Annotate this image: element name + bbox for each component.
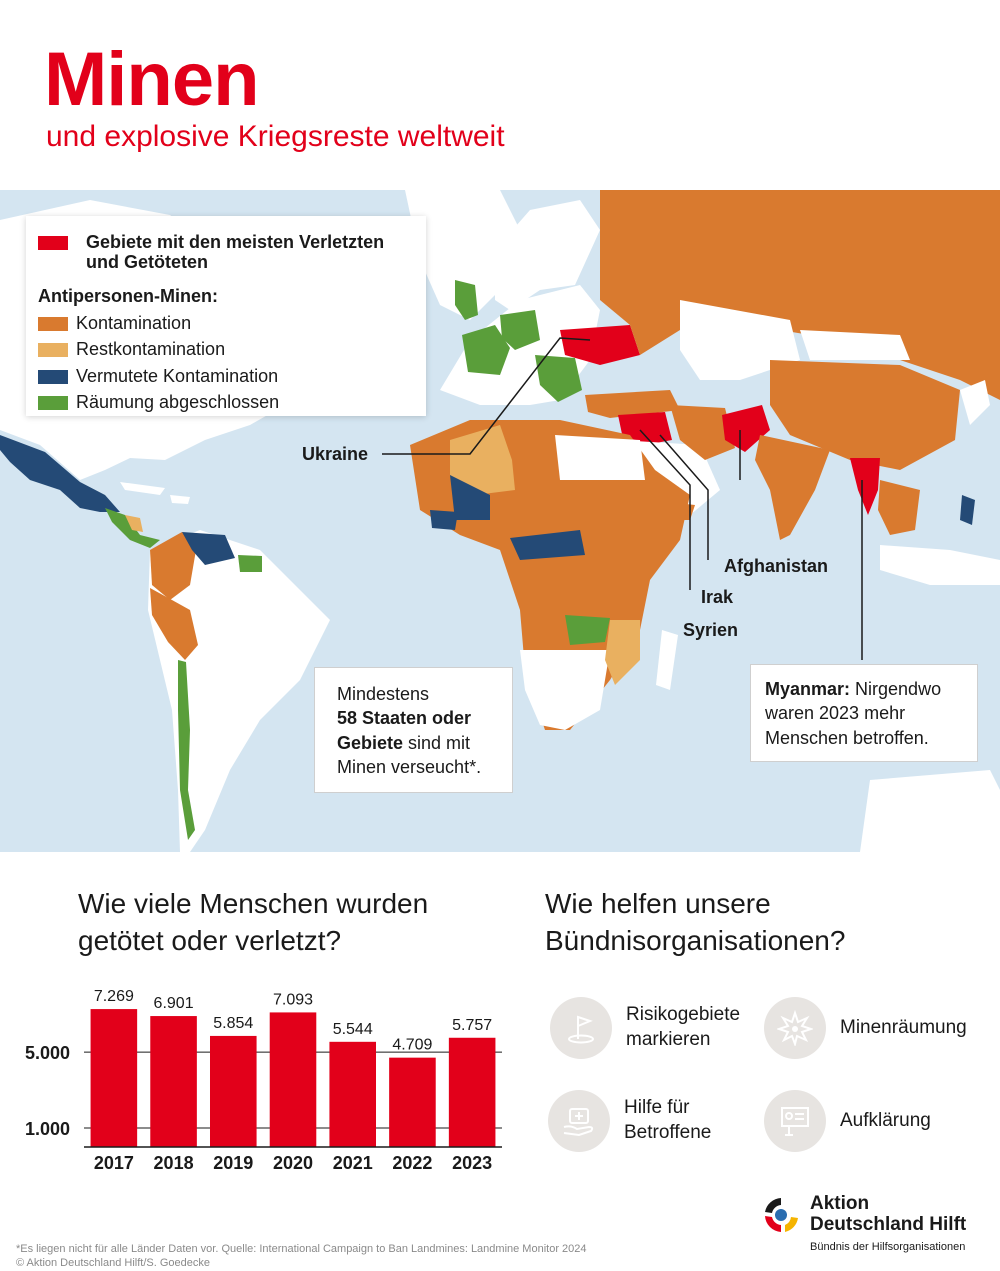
help-item-label	[840, 1109, 931, 1134]
help-heading-line2: Bündnisorganisationen?	[545, 924, 846, 956]
help-item-label-line1: Aufklärung	[840, 1109, 931, 1131]
japan	[960, 380, 990, 425]
legend-item-contamination	[38, 313, 414, 333]
southeast-asia	[878, 480, 920, 535]
cuba	[120, 482, 165, 495]
legend-item-cleared	[38, 392, 414, 412]
x-tick-label: 2022	[392, 1153, 433, 1173]
bar-value-label: 5.757	[452, 1016, 493, 1034]
bar-value-label: 7.093	[272, 991, 314, 1009]
map-legend	[26, 216, 426, 416]
help-item-label-line2: Betroffene	[624, 1122, 712, 1143]
logo-line2: Deutschland Hilft	[810, 1213, 967, 1235]
help-item-label-line1: Minenräumung	[840, 1016, 967, 1038]
chart-heading-line2: getötet oder verletzt?	[78, 924, 342, 956]
page-title: Minen	[44, 37, 259, 122]
info-myanmar-name: Myanmar:	[765, 679, 851, 699]
bar-2021	[329, 1042, 376, 1147]
guyana-suriname	[238, 555, 262, 572]
explosion-icon	[764, 997, 826, 1059]
info-states-line4: Minen verseucht*.	[337, 756, 482, 777]
logo-mark-icon	[760, 1194, 802, 1236]
info-myanmar-line3: Menschen betroffen.	[765, 727, 929, 748]
info-states-line1: Mindestens	[337, 684, 430, 704]
x-tick-label: 2023	[452, 1153, 493, 1173]
legend-label: Restkontamination	[76, 339, 226, 360]
legend-swatch-red	[38, 236, 68, 250]
info-states-line3: sind mit	[403, 732, 471, 753]
casualties-chart	[0, 975, 520, 1180]
footer-copyright: © Aktion Deutschland Hilft/S. Goedecke	[16, 1257, 210, 1270]
legend-swatch-residual	[38, 343, 68, 357]
callout-afghanistan: Afghanistan	[724, 556, 829, 576]
x-tick-label: 2019	[213, 1153, 254, 1173]
legend-swatch-suspected	[38, 370, 68, 384]
help-item-label	[626, 1003, 740, 1052]
bar-value-label: 6.901	[153, 995, 194, 1013]
legend-swatch-cleared	[38, 396, 68, 410]
bar-2022	[389, 1058, 436, 1147]
y-tick-label: 1.000	[24, 1119, 70, 1140]
bar-2020	[270, 1012, 317, 1147]
legend-item-residual	[38, 339, 414, 359]
x-tick-label: 2018	[153, 1153, 194, 1173]
legend-label: Räumung abgeschlossen	[76, 391, 280, 412]
callout-ukraine: Ukraine	[302, 444, 369, 464]
legend-swatch-contamination	[38, 317, 68, 331]
legend-most-affected	[38, 232, 414, 272]
bar-value-label: 7.269	[93, 988, 134, 1006]
help-item-label-line1: Risikogebiete	[626, 1004, 741, 1026]
help-item-label-line2: markieren	[626, 1029, 711, 1050]
myanmar-country	[850, 458, 880, 515]
info-box-myanmar	[750, 664, 978, 762]
bar-2019	[210, 1036, 257, 1147]
egypt-libya	[555, 435, 645, 480]
legend-label: Vermutete Kontamination	[76, 365, 279, 386]
logo-line1: Aktion	[810, 1193, 870, 1214]
help-item-education	[764, 1090, 931, 1152]
help-item-label	[840, 1016, 967, 1041]
callout-irak: Irak	[701, 587, 734, 607]
australia	[860, 770, 1000, 852]
zambia-malawi	[565, 615, 610, 645]
madagascar	[656, 630, 678, 690]
philippines	[960, 495, 975, 525]
help-item-label-line1: Hilfe für	[624, 1097, 690, 1119]
x-tick-label: 2020	[272, 1153, 314, 1173]
chart-heading-line1: Wie viele Menschen wurden	[78, 888, 429, 919]
y-tick-label: 5.000	[24, 1043, 70, 1064]
info-states-line2: 58 Staaten oder	[337, 708, 472, 729]
help-item-mine-clearance	[764, 997, 967, 1059]
help-item-label	[624, 1096, 711, 1145]
info-states-line3-bold: Gebiete	[337, 732, 404, 753]
help-item-victim-aid	[548, 1090, 711, 1152]
flag-icon	[550, 997, 612, 1059]
logo-line3: Bündnis der Hilfsorganisationen	[810, 1241, 966, 1254]
x-tick-label: 2017	[93, 1153, 134, 1173]
page-subtitle: und explosive Kriegsreste weltweit	[46, 120, 505, 153]
bar-chart-svg	[0, 975, 520, 1180]
help-heading-line1: Wie helfen unsere	[545, 888, 771, 919]
legend-label: Kontamination	[76, 313, 192, 334]
brand-logo[interactable]	[760, 1194, 966, 1253]
bar-value-label: 5.544	[332, 1020, 373, 1038]
india	[755, 435, 830, 540]
info-box-states	[314, 667, 513, 793]
presentation-icon	[764, 1090, 826, 1152]
bar-2023	[449, 1038, 496, 1147]
indonesia	[880, 545, 1000, 585]
help-heading	[545, 886, 845, 960]
bar-2017	[91, 1009, 138, 1147]
bar-value-label: 5.854	[213, 1014, 254, 1032]
x-tick-label: 2021	[332, 1153, 373, 1173]
logo-text	[810, 1194, 966, 1253]
hispaniola	[170, 495, 190, 504]
burkina	[430, 510, 458, 530]
bar-2018	[150, 1016, 197, 1147]
callout-syrien: Syrien	[683, 620, 739, 640]
legend-most-affected-label: Gebiete mit den meisten Verletzten und Getöteten	[86, 232, 385, 273]
chart-heading	[78, 886, 428, 960]
aid-kit-icon	[548, 1090, 610, 1152]
info-myanmar-line1: Nirgendwo	[850, 679, 942, 699]
legend-item-suspected	[38, 366, 414, 386]
southern-africa	[520, 650, 610, 730]
footer	[16, 1242, 587, 1271]
legend-heading: Antipersonen-Minen:	[38, 286, 218, 307]
help-item-mark-risk-areas	[550, 997, 740, 1059]
footer-source: *Es liegen nicht für alle Länder Daten vor. Quelle: International Campaign to Ban Landmines: Landmine Monitor 2024	[16, 1243, 587, 1255]
turkey	[585, 390, 680, 418]
bar-value-label: 4.709	[392, 1036, 433, 1054]
info-myanmar-line2: waren 2023 mehr	[765, 703, 906, 724]
